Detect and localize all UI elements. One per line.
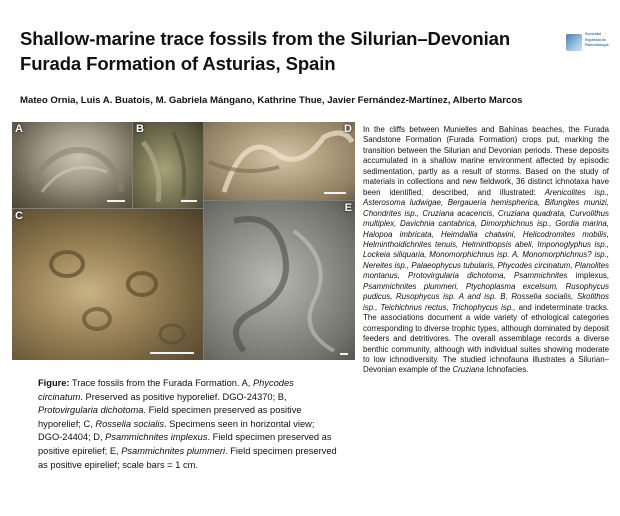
figure-panel-c (12, 209, 203, 360)
abstract-body: and indeterminate tracks. The associations document a wide variety of ethological categories corresponding to diverse trophic types, although dominated by deposit feeders and detritivores. The overall assemblage records a diverse benthic community, although with individual suites showing moderate to low ichnodiversity. The studied ichnofauna illustrates a Silurian–Devonian example of the (363, 302, 609, 375)
caption-text: . Field specimen preserved as positive epirelief; E, (38, 432, 332, 456)
caption-text: . Field specimen preserved as positive hyporelief; C, (38, 405, 302, 429)
logo-text: Sociedad Española de Paleontología (585, 32, 609, 48)
caption-taxon: Phycodes circinatum (38, 378, 294, 402)
caption-taxon: Psammichnites implexus (105, 432, 208, 443)
abstract-text (363, 125, 609, 376)
panel-label-b: B (136, 123, 144, 135)
figure-composite (12, 122, 355, 360)
figure-panel-d (204, 122, 355, 200)
figure-panel-a (12, 122, 132, 208)
panel-label-d: D (344, 123, 352, 135)
caption-taxon: Protovirgularia dichotoma (38, 405, 144, 416)
figure-panel-b (133, 122, 203, 208)
figure-caption (38, 377, 338, 472)
scale-bar-b (181, 200, 197, 202)
page-title: Shallow-marine trace fossils from the Silurian–Devonian Furada Formation of Asturias, Spain (20, 28, 511, 74)
caption-text: . Preserved as positive hyporelief. DGO-24370; B, (80, 391, 287, 402)
author-list: Mateo Ornia, Luis A. Buatois, M. Gabriela Mángano, Kathrine Thue, Javier Fernández-Martínez, Alberto Marcos (20, 95, 523, 106)
scale-bar-a (107, 200, 125, 202)
panel-label-a: A (15, 123, 23, 135)
logo-mark-icon (566, 34, 582, 51)
scale-bar-e (340, 353, 348, 355)
caption-taxon: Rosselia socialis (95, 418, 165, 429)
abstract-body: In the cliffs between Munielles and Bahínas beaches, the Furada Sandstone Formation (Furada Formation) crops put, marking the transition between the Silurian and Devonian periods. These deposits accumulated in a shallow marine environment affected by episodic sedimentation, partly as a result of storms. Based on the study of materials in collections and new fieldwork, 36 distinct ichnotaxa have been identified, described, and illustrated: (363, 125, 609, 197)
abstract-ichnofacies-name: Cruziana (452, 365, 485, 375)
scale-bar-c (150, 352, 194, 354)
scale-bar-d (324, 192, 346, 194)
abstract-body: Ichnofacies. (484, 365, 529, 375)
caption-text: . Specimens seen in horizontal view; DGO-24404; D, (38, 418, 315, 443)
abstract-taxa-list: Psammichnites plummeri, Ptychoplasma excelsum, Rusophycus pudicus, Rusophycus isp. A and isp. B, Rosselia socialis, Skolithos isp., Teichichnus rectus, Trichophycus isp., (363, 281, 609, 312)
society-logo (566, 32, 614, 54)
caption-label: Figure: (38, 378, 70, 388)
figure-panel-e (204, 201, 355, 360)
abstract-body: implexus, (567, 271, 609, 281)
panel-label-e: E (344, 202, 352, 214)
caption-text: . Field specimen preserved as positive epirelief; scale bars = 1 cm. (38, 445, 337, 470)
caption-taxon: Psammichnites plummeri (121, 445, 226, 456)
caption-text: Trace fossils from the Furada Formation. A, (69, 378, 253, 388)
panel-label-c: C (15, 210, 23, 222)
abstract-taxa-list: Arenicolites isp., Asterosoma ludwigae, Bergaueria hemispherica, Bifungites munizi, Chondrites isp., Cruziana acacencis, Cruziana quadrata, Curvolithus multiplex, Davichnia cantabrica, Dimorphichnus isp., Gordia marina, Halopoa imbricata, Heimdallia chatwini, Helicodromites mobilis, Helminthoidichnites tenuis, Helminthopsis abeli, Imponoglyphus isp., Lockeia siliquaria, Monomorphichnus isp. A, Monomorphichnus? isp., Nereites isp., Palaeophycus tubularis, Phycodes circinatum, Planolites montanus, Protovirgularia dichotoma, Psammichnites (363, 187, 610, 281)
